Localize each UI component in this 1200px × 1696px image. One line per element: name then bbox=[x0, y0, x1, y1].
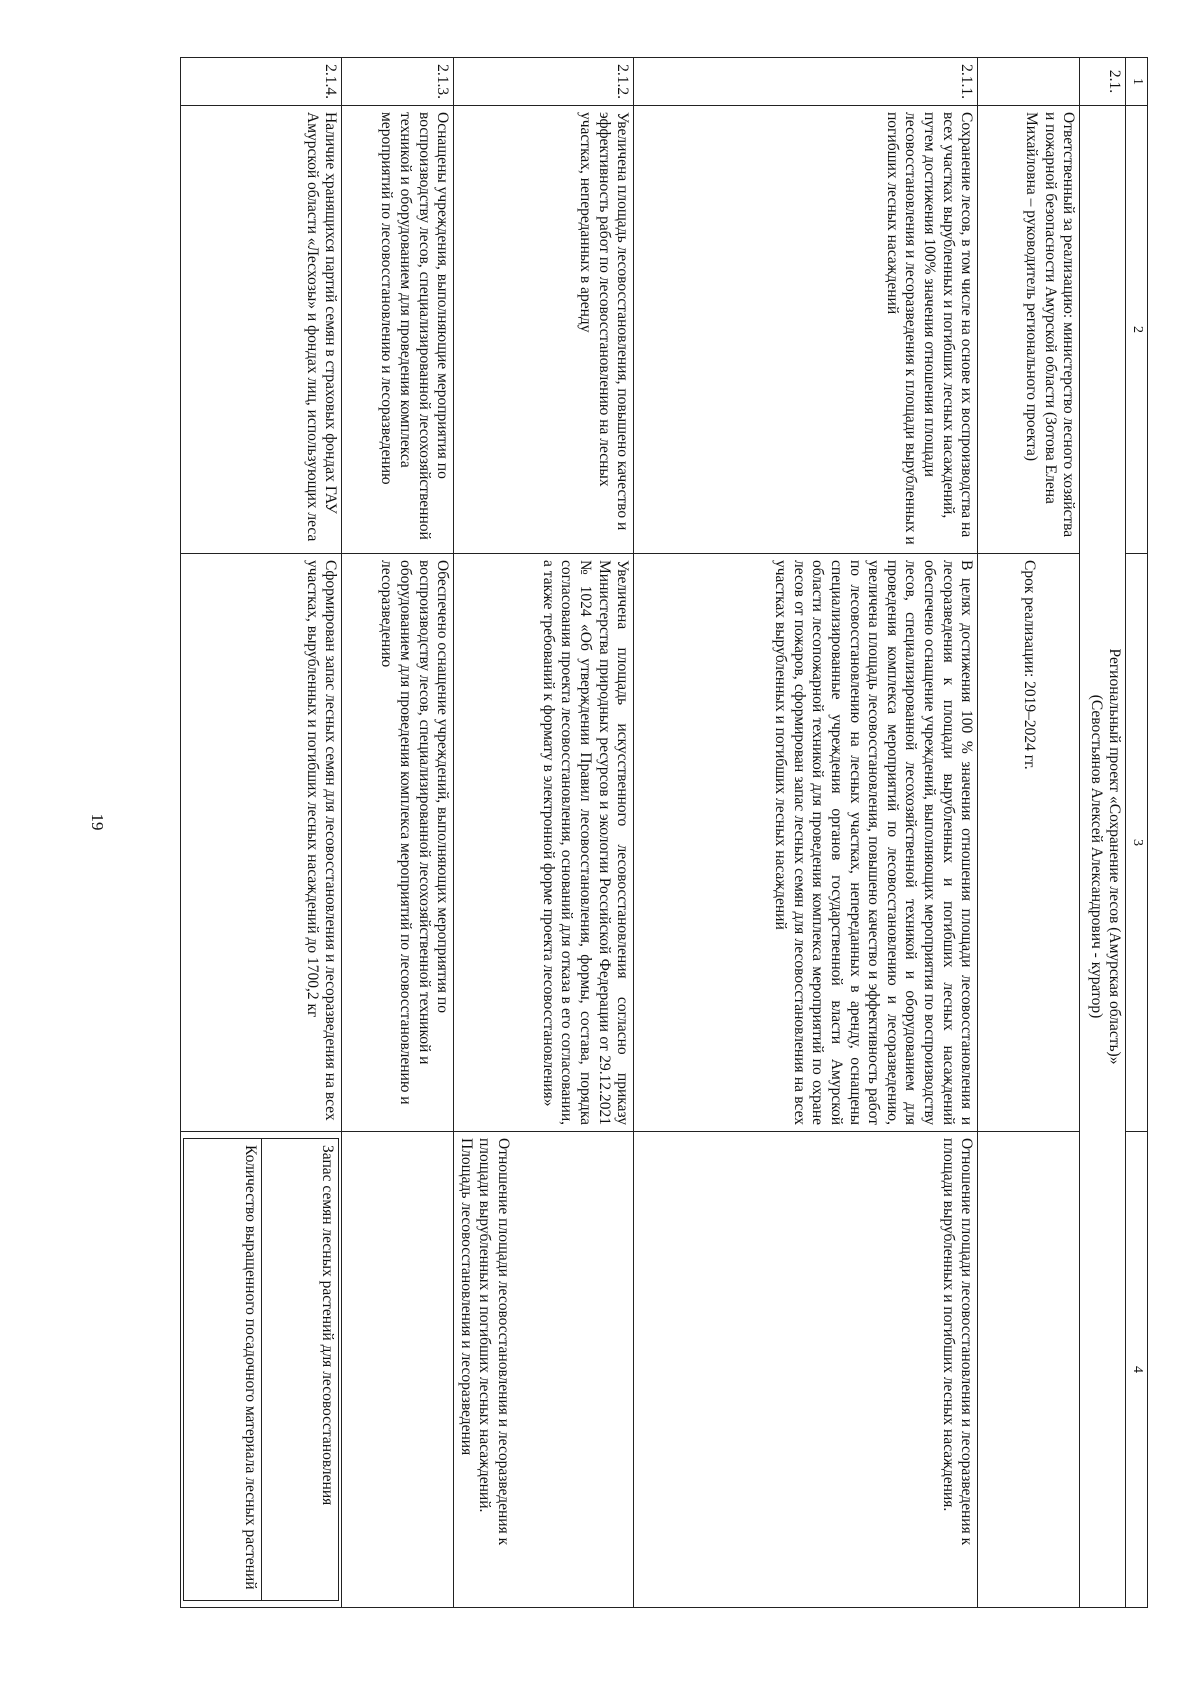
column-number-row bbox=[1126, 58, 1148, 1608]
column-number-1: 1 bbox=[1126, 58, 1148, 106]
task-text: Наличие хранящихся партий семян в страховых фондах ГАУ Амурской области «Лесхозы» и фондах лиц, использующих леса bbox=[181, 106, 342, 554]
empty-num-cell bbox=[978, 58, 1080, 106]
page-number: 19 bbox=[88, 813, 107, 831]
section-number: 2.1. bbox=[1080, 58, 1126, 106]
responsible-text: Ответственный за реализацию: министерство лесного хозяйства и пожарной безопасности Амурской области (Зотова Елена Михайловна – руководитель регионального проекта) bbox=[978, 106, 1080, 554]
table-row bbox=[634, 58, 978, 1608]
indicator-text: Запас семян лесных растений для лесовосстановления bbox=[261, 1139, 339, 1601]
result-text: Обеспечено оснащение учреждений, выполняющих мероприятия по воспроизводству лесов, специализированной лесохозяйственной техникой и оборудованием для проведения комплекса мероприятий по лесовосстановлению и лесоразведению bbox=[342, 554, 454, 1132]
indicator-cell bbox=[181, 1132, 342, 1608]
task-text: Сохранение лесов, в том числе на основе их воспроизводства на всех участках вырубленных и погибших лесных насаждений, путем достижения 100% значения отношения площади лесовосстановления и лесоразведения к площади вырубленных и погибших лесных насаждений bbox=[634, 106, 978, 554]
row-number: 2.1.3. bbox=[342, 58, 454, 106]
program-table bbox=[180, 57, 1148, 1608]
result-text: В целях достижения 100 % значения отношения площади лесовосстановления и лесоразведения к площади вырубленных и погибших лесных насаждений обеспечено оснащение учреждений, выполняющих мероприятия по воспроизводству лесов, специализированной лесохозяйственной техникой и оборудованием для проведения комплекса мероприятий по лесовосстановлению и лесоразведению, увеличена площадь лесовосстановления, повышено качество и эффективность работ по лесовосстановлению на лесных участках, непереданных в аренду, оснащены специализированные учреждения органов государственной власти Амурской области лесопожарной техникой для проведения комплекса мероприятий по охране лесов от пожаров, сформирован запас лесных семян для лесовосстановления на всех участках вырубленных и погибших лесных насаждений bbox=[634, 554, 978, 1132]
row-number: 2.1.2. bbox=[454, 58, 634, 106]
column-number-4: 4 bbox=[1126, 1132, 1148, 1608]
project-curator: (Севостьянов Алексей Александрович - куратор) bbox=[1087, 694, 1105, 1019]
project-title-row bbox=[1080, 58, 1126, 1608]
indicator-subtable bbox=[183, 1138, 339, 1601]
result-text: Сформирован запас лесных семян для лесовосстановления и лесоразведения на всех участках, вырубленных и погибших лесных насаждений до 1700,2 кг bbox=[181, 554, 342, 1132]
row-number: 2.1.1. bbox=[634, 58, 978, 106]
task-text: Оснащены учреждения, выполняющие мероприятия по воспроизводству лесов, специализированной лесохозяйственной техникой и оборудованием для проведения комплекса мероприятий по лесовосстановлению и лесоразведению bbox=[342, 106, 454, 554]
result-text: Увеличена площадь искусственного лесовосстановления согласно приказу Министерства природных ресурсов и экологии Российской Федерации от 29.12.2021 № 1024 «Об утверждении Правил лесовосстановления, формы, состава, порядка согласования проекта лесовосстановления, оснований для отказа в его согласовании, а также требований к формату в электронной форме проекта лесовосстановления» bbox=[454, 554, 634, 1132]
empty-indicator-cell bbox=[342, 1132, 454, 1608]
project-title-cell bbox=[1080, 106, 1126, 1608]
task-text: Увеличена площадь лесовосстановления, повышено качество и эффективность работ по лесовосстановлению на лесных участках, непереданных в аренду bbox=[454, 106, 634, 554]
column-number-2: 2 bbox=[1126, 106, 1148, 554]
row-number: 2.1.4. bbox=[181, 58, 342, 106]
column-number-3: 3 bbox=[1126, 554, 1148, 1132]
indicator-text: Отношение площади лесовосстановления и лесоразведения к площади вырубленных и погибших лесных насаждения. bbox=[634, 1132, 978, 1608]
indicator-text: Площадь лесовосстановления и лесоразведения bbox=[457, 1138, 475, 1456]
table-row bbox=[181, 58, 342, 1608]
rotated-page-content bbox=[180, 57, 1148, 1607]
indicator-text: Количество выращенного посадочного материала лесных растений bbox=[184, 1139, 262, 1601]
indicator-cell bbox=[454, 1132, 634, 1608]
project-title: Региональный проект «Сохранение лесов (Амурская область)» bbox=[1106, 648, 1124, 1065]
table-row bbox=[454, 58, 634, 1608]
term-text: Срок реализации: 2019–2024 гг. bbox=[978, 554, 1080, 1132]
table-row bbox=[342, 58, 454, 1608]
empty-indicator-cell bbox=[978, 1132, 1080, 1608]
responsible-row bbox=[978, 58, 1080, 1608]
indicator-text: Отношение площади лесовосстановления и лесоразведения к площади вырубленных и погибших лесных насаждений. bbox=[476, 1138, 512, 1546]
